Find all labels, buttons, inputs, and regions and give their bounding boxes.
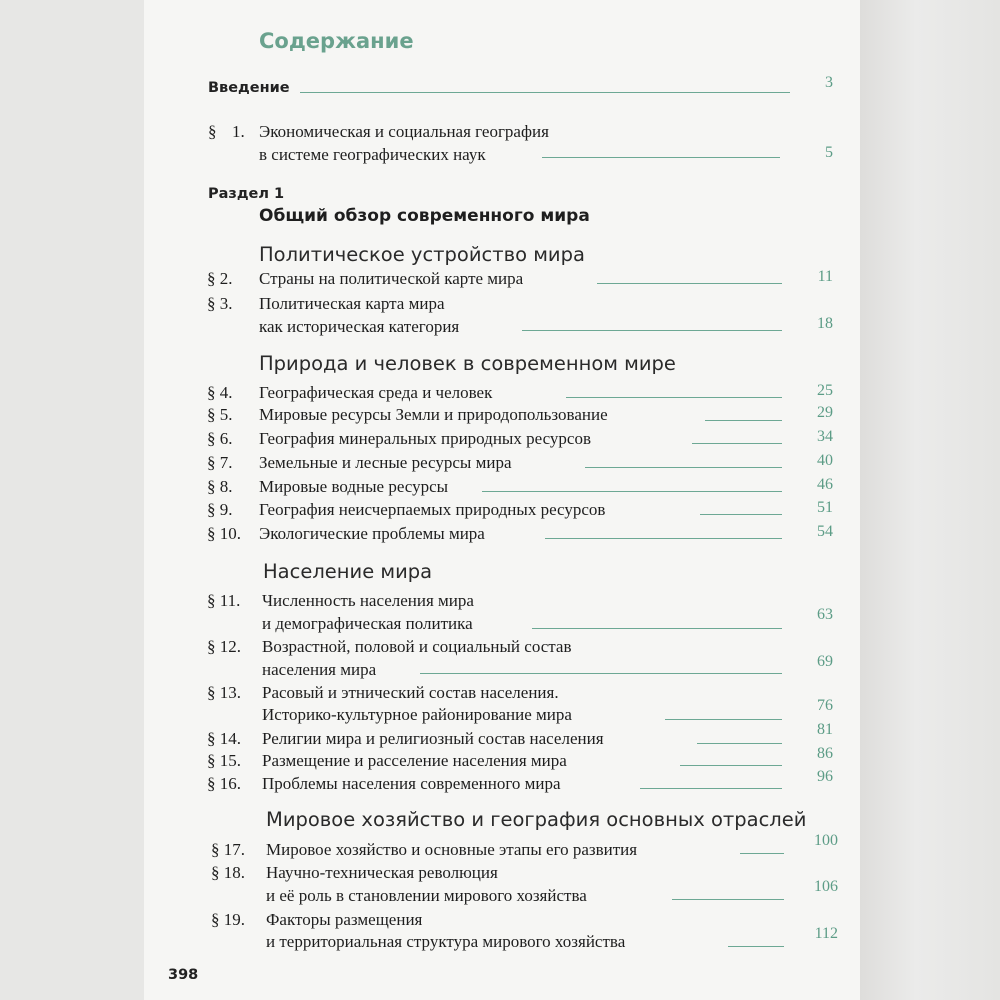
toc-title: Содержание: [259, 29, 414, 53]
entry-page: 25: [817, 382, 833, 399]
leader-line: [597, 283, 782, 284]
entry-number: § 3.: [207, 294, 233, 313]
entry-title-cont: Историко-культурное районирование мира: [262, 705, 572, 724]
entry-number: § 5.: [207, 405, 233, 424]
entry-page: 100: [814, 832, 838, 849]
entry-page: 81: [817, 721, 833, 738]
entry-page: 46: [817, 476, 833, 493]
leader-line: [522, 330, 782, 331]
entry-page: 34: [817, 428, 833, 445]
leader-line: [697, 743, 782, 744]
entry-title-cont: населения мира: [262, 660, 377, 679]
leader-line: [545, 538, 782, 539]
leader-line: [672, 899, 784, 900]
entry-title: Земельные и лесные ресурсы мира: [259, 453, 512, 472]
leader-line: [420, 673, 782, 674]
entry-title: Возрастной, половой и социальный состав: [262, 637, 572, 656]
entry-number: § 18.: [211, 863, 245, 882]
leader-line: [542, 157, 780, 158]
page-edge: [860, 0, 1000, 1000]
entry-title: Мировые водные ресурсы: [259, 477, 449, 496]
entry-title: География минеральных природных ресурсов: [259, 429, 591, 448]
entry-title: Религии мира и религиозный состав населения: [262, 729, 604, 748]
entry-number: § 11.: [207, 591, 241, 610]
section-1-prefix: §: [208, 122, 217, 141]
entry-page: 40: [817, 452, 833, 469]
leader-line: [585, 467, 782, 468]
entry-title: Страны на политической карте мира: [259, 269, 524, 288]
entry-number: § 4.: [207, 383, 233, 402]
entry-number: § 7.: [207, 453, 233, 472]
leader-line: [566, 397, 782, 398]
leader-line: [692, 443, 782, 444]
entry-number: § 17.: [211, 840, 245, 859]
entry-number: § 9.: [207, 500, 233, 519]
entry-title: Географическая среда и человек: [259, 383, 493, 402]
intro-page: 3: [825, 74, 833, 91]
entry-title-cont: и территориальная структура мирового хозяйства: [266, 932, 626, 951]
entry-page: 76: [817, 697, 833, 714]
leader-line: [532, 628, 782, 629]
entry-title: Политическая карта мира: [259, 294, 445, 313]
entry-title: Экологические проблемы мира: [259, 524, 485, 543]
entry-page: 96: [817, 768, 833, 785]
entry-number: § 19.: [211, 910, 245, 929]
section-1-page: 5: [825, 144, 833, 161]
entry-page: 11: [817, 268, 833, 285]
leader-line: [740, 853, 784, 854]
entry-page: 112: [814, 925, 838, 942]
entry-page: 54: [817, 523, 833, 540]
entry-number: § 10.: [207, 524, 241, 543]
section-1-number: 1.: [232, 122, 245, 141]
entry-page: 86: [817, 745, 833, 762]
intro-label: Введение: [208, 80, 290, 96]
entry-number: § 15.: [207, 751, 241, 770]
section-1-line1: Экономическая и социальная география: [259, 122, 549, 141]
leader-line: [680, 765, 782, 766]
leader-line: [640, 788, 782, 789]
entry-title: Размещение и расселение населения мира: [262, 751, 567, 770]
entry-number: § 8.: [207, 477, 233, 496]
entry-page: 106: [814, 878, 838, 895]
entry-page: 51: [817, 499, 833, 516]
page-number: 398: [168, 967, 199, 983]
entry-title: Расовый и этнический состав населения.: [262, 683, 559, 702]
entry-number: § 2.: [207, 269, 233, 288]
leader-line: [705, 420, 782, 421]
entry-title: Научно-техническая революция: [266, 863, 498, 882]
entry-number: § 6.: [207, 429, 233, 448]
entry-number: § 16.: [207, 774, 241, 793]
entry-title-cont: и её роль в становлении мирового хозяйства: [266, 886, 587, 905]
entry-title: Проблемы населения современного мира: [262, 774, 561, 793]
chapter-heading: Природа и человек в современном мире: [259, 352, 676, 375]
entry-page: 29: [817, 404, 833, 421]
entry-title: Мировое хозяйство и основные этапы его развития: [266, 840, 638, 859]
chapter-heading: Мировое хозяйство и география основных отраслей: [266, 808, 807, 831]
leader-line: [728, 946, 784, 947]
entry-page: 69: [817, 653, 833, 670]
entry-title-cont: и демографическая политика: [262, 614, 473, 633]
entry-number: § 12.: [207, 637, 241, 656]
entry-number: § 13.: [207, 683, 241, 702]
chapter-heading: Политическое устройство мира: [259, 243, 585, 266]
entry-page: 63: [817, 606, 833, 623]
entry-title: Мировые ресурсы Земли и природопользование: [259, 405, 608, 424]
entry-title: География неисчерпаемых природных ресурсов: [259, 500, 606, 519]
leader-line: [665, 719, 782, 720]
entry-number: § 14.: [207, 729, 241, 748]
section-1-line2: в системе географических наук: [259, 145, 486, 164]
part-title: Общий обзор современного мира: [259, 206, 590, 226]
leader-line: [700, 514, 782, 515]
leader-line: [482, 491, 782, 492]
entry-title: Численность населения мира: [262, 591, 474, 610]
chapter-heading: Население мира: [263, 560, 433, 583]
entry-title: Факторы размещения: [266, 910, 423, 929]
leader-line: [300, 92, 790, 93]
entry-page: 18: [817, 315, 833, 332]
part-label: Раздел 1: [208, 186, 285, 202]
entry-title-cont: как историческая категория: [259, 317, 460, 336]
